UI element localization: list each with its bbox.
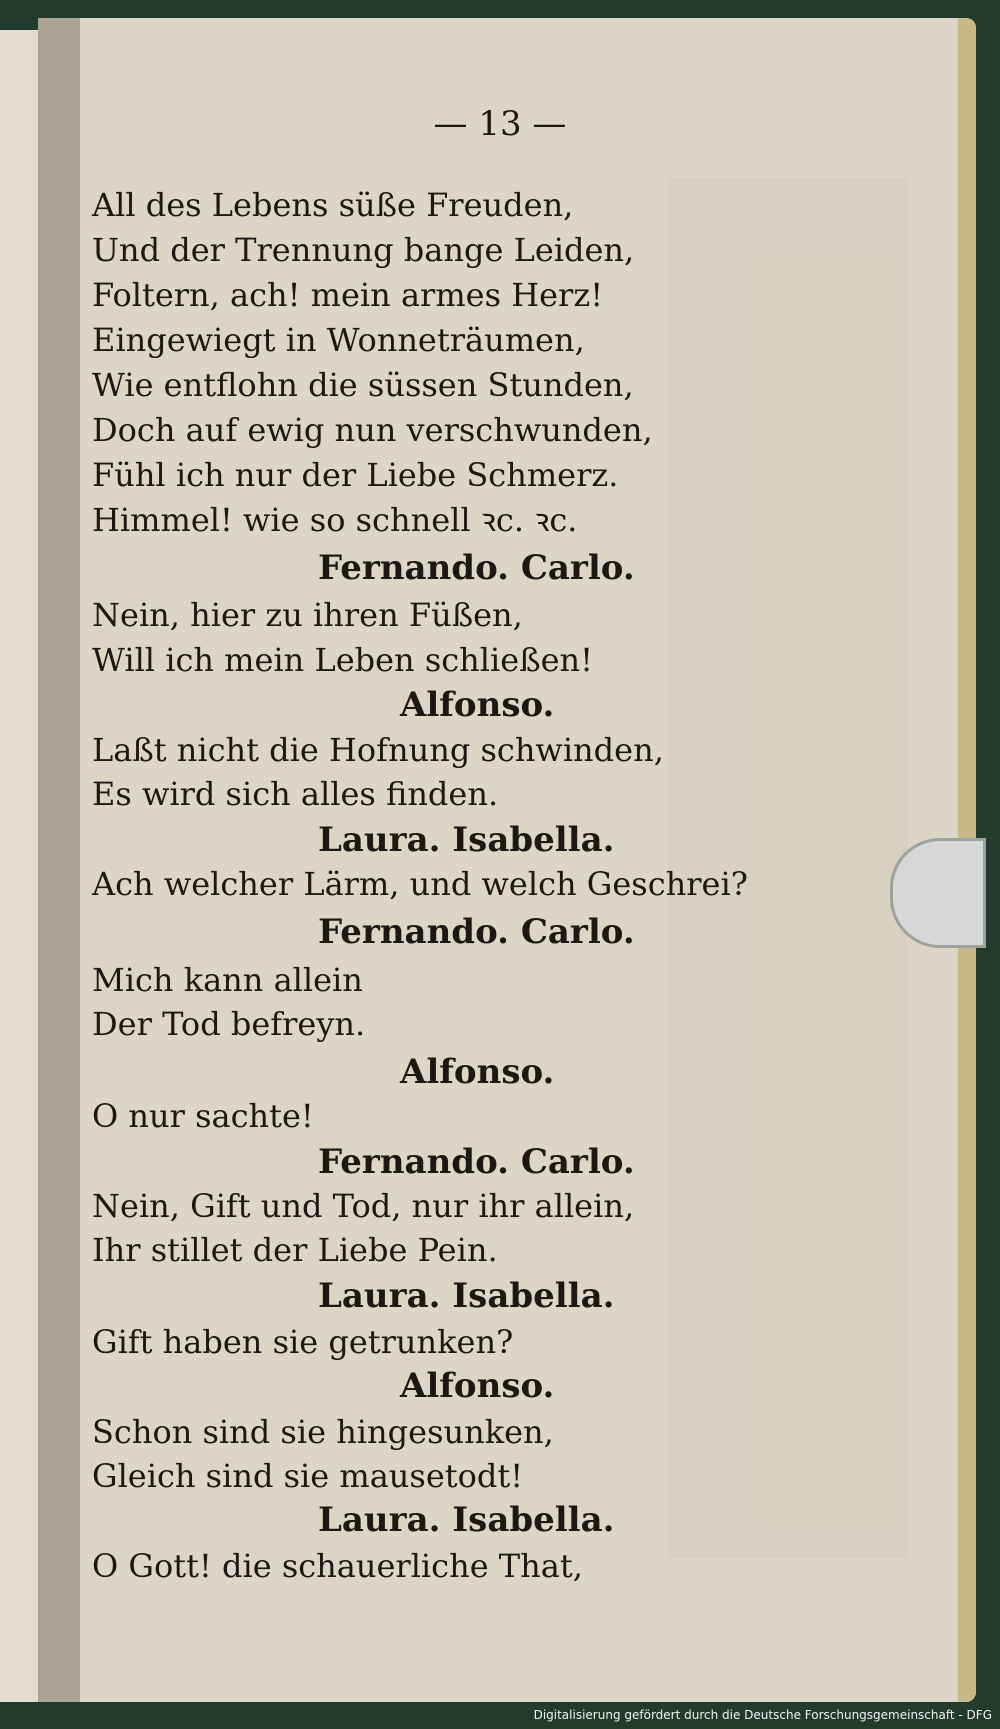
verse-line: Und der Trennung bange Leiden, — [92, 231, 635, 269]
verse-line: O Gott! die schauerliche That, — [92, 1547, 583, 1585]
verse-line: Nein, hier zu ihren Füßen, — [92, 596, 523, 634]
verse-line: Ach welcher Lärm, und welch Geschrei? — [92, 865, 748, 903]
verse-line: O nur sachte! — [92, 1097, 314, 1135]
verse-line: Fühl ich nur der Liebe Schmerz. — [92, 456, 619, 494]
verse-line: Will ich mein Leben schließen! — [92, 641, 593, 679]
speaker-name: Fernando. Carlo. — [318, 548, 635, 588]
verse-line: Foltern, ach! mein armes Herz! — [92, 276, 604, 314]
speaker-name: Laura. Isabella. — [318, 820, 615, 860]
facing-page-edge — [0, 30, 38, 1702]
verse-line: Nein, Gift und Tod, nur ihr allein, — [92, 1187, 635, 1225]
page-gutter — [38, 18, 80, 1702]
verse-line: Gleich sind sie mausetodt! — [92, 1457, 524, 1495]
speaker-name: Laura. Isabella. — [318, 1500, 615, 1540]
verse-line: Der Tod befreyn. — [92, 1005, 366, 1043]
speaker-name: Alfonso. — [400, 1366, 555, 1406]
speaker-name: Laura. Isabella. — [318, 1276, 615, 1316]
page-number: — 13 — — [433, 104, 567, 144]
page-holder-clip — [890, 838, 986, 948]
speaker-name: Fernando. Carlo. — [318, 1142, 635, 1182]
verse-line: Eingewiegt in Wonneträumen, — [92, 321, 585, 359]
verse-line: Wie entflohn die süssen Stunden, — [92, 366, 634, 404]
speaker-name: Alfonso. — [400, 685, 555, 725]
digitization-credit: Digitalisierung gefördert durch die Deutsche Forschungsgemeinschaft - DFG — [533, 1708, 992, 1722]
verse-line: Schon sind sie hingesunken, — [92, 1413, 554, 1451]
verse-line: All des Lebens süße Freuden, — [92, 186, 574, 224]
verse-line: Laßt nicht die Hofnung schwinden, — [92, 731, 664, 769]
verse-line: Doch auf ewig nun verschwunden, — [92, 411, 653, 449]
verse-line: Himmel! wie so schnell ꝛc. ꝛc. — [92, 501, 578, 539]
verse-line: Gift haben sie getrunken? — [92, 1323, 514, 1361]
verse-line: Ihr stillet der Liebe Pein. — [92, 1231, 498, 1269]
speaker-name: Alfonso. — [400, 1052, 555, 1092]
speaker-name: Fernando. Carlo. — [318, 912, 635, 952]
verse-line: Es wird sich alles finden. — [92, 775, 499, 813]
verse-line: Mich kann allein — [92, 961, 363, 999]
